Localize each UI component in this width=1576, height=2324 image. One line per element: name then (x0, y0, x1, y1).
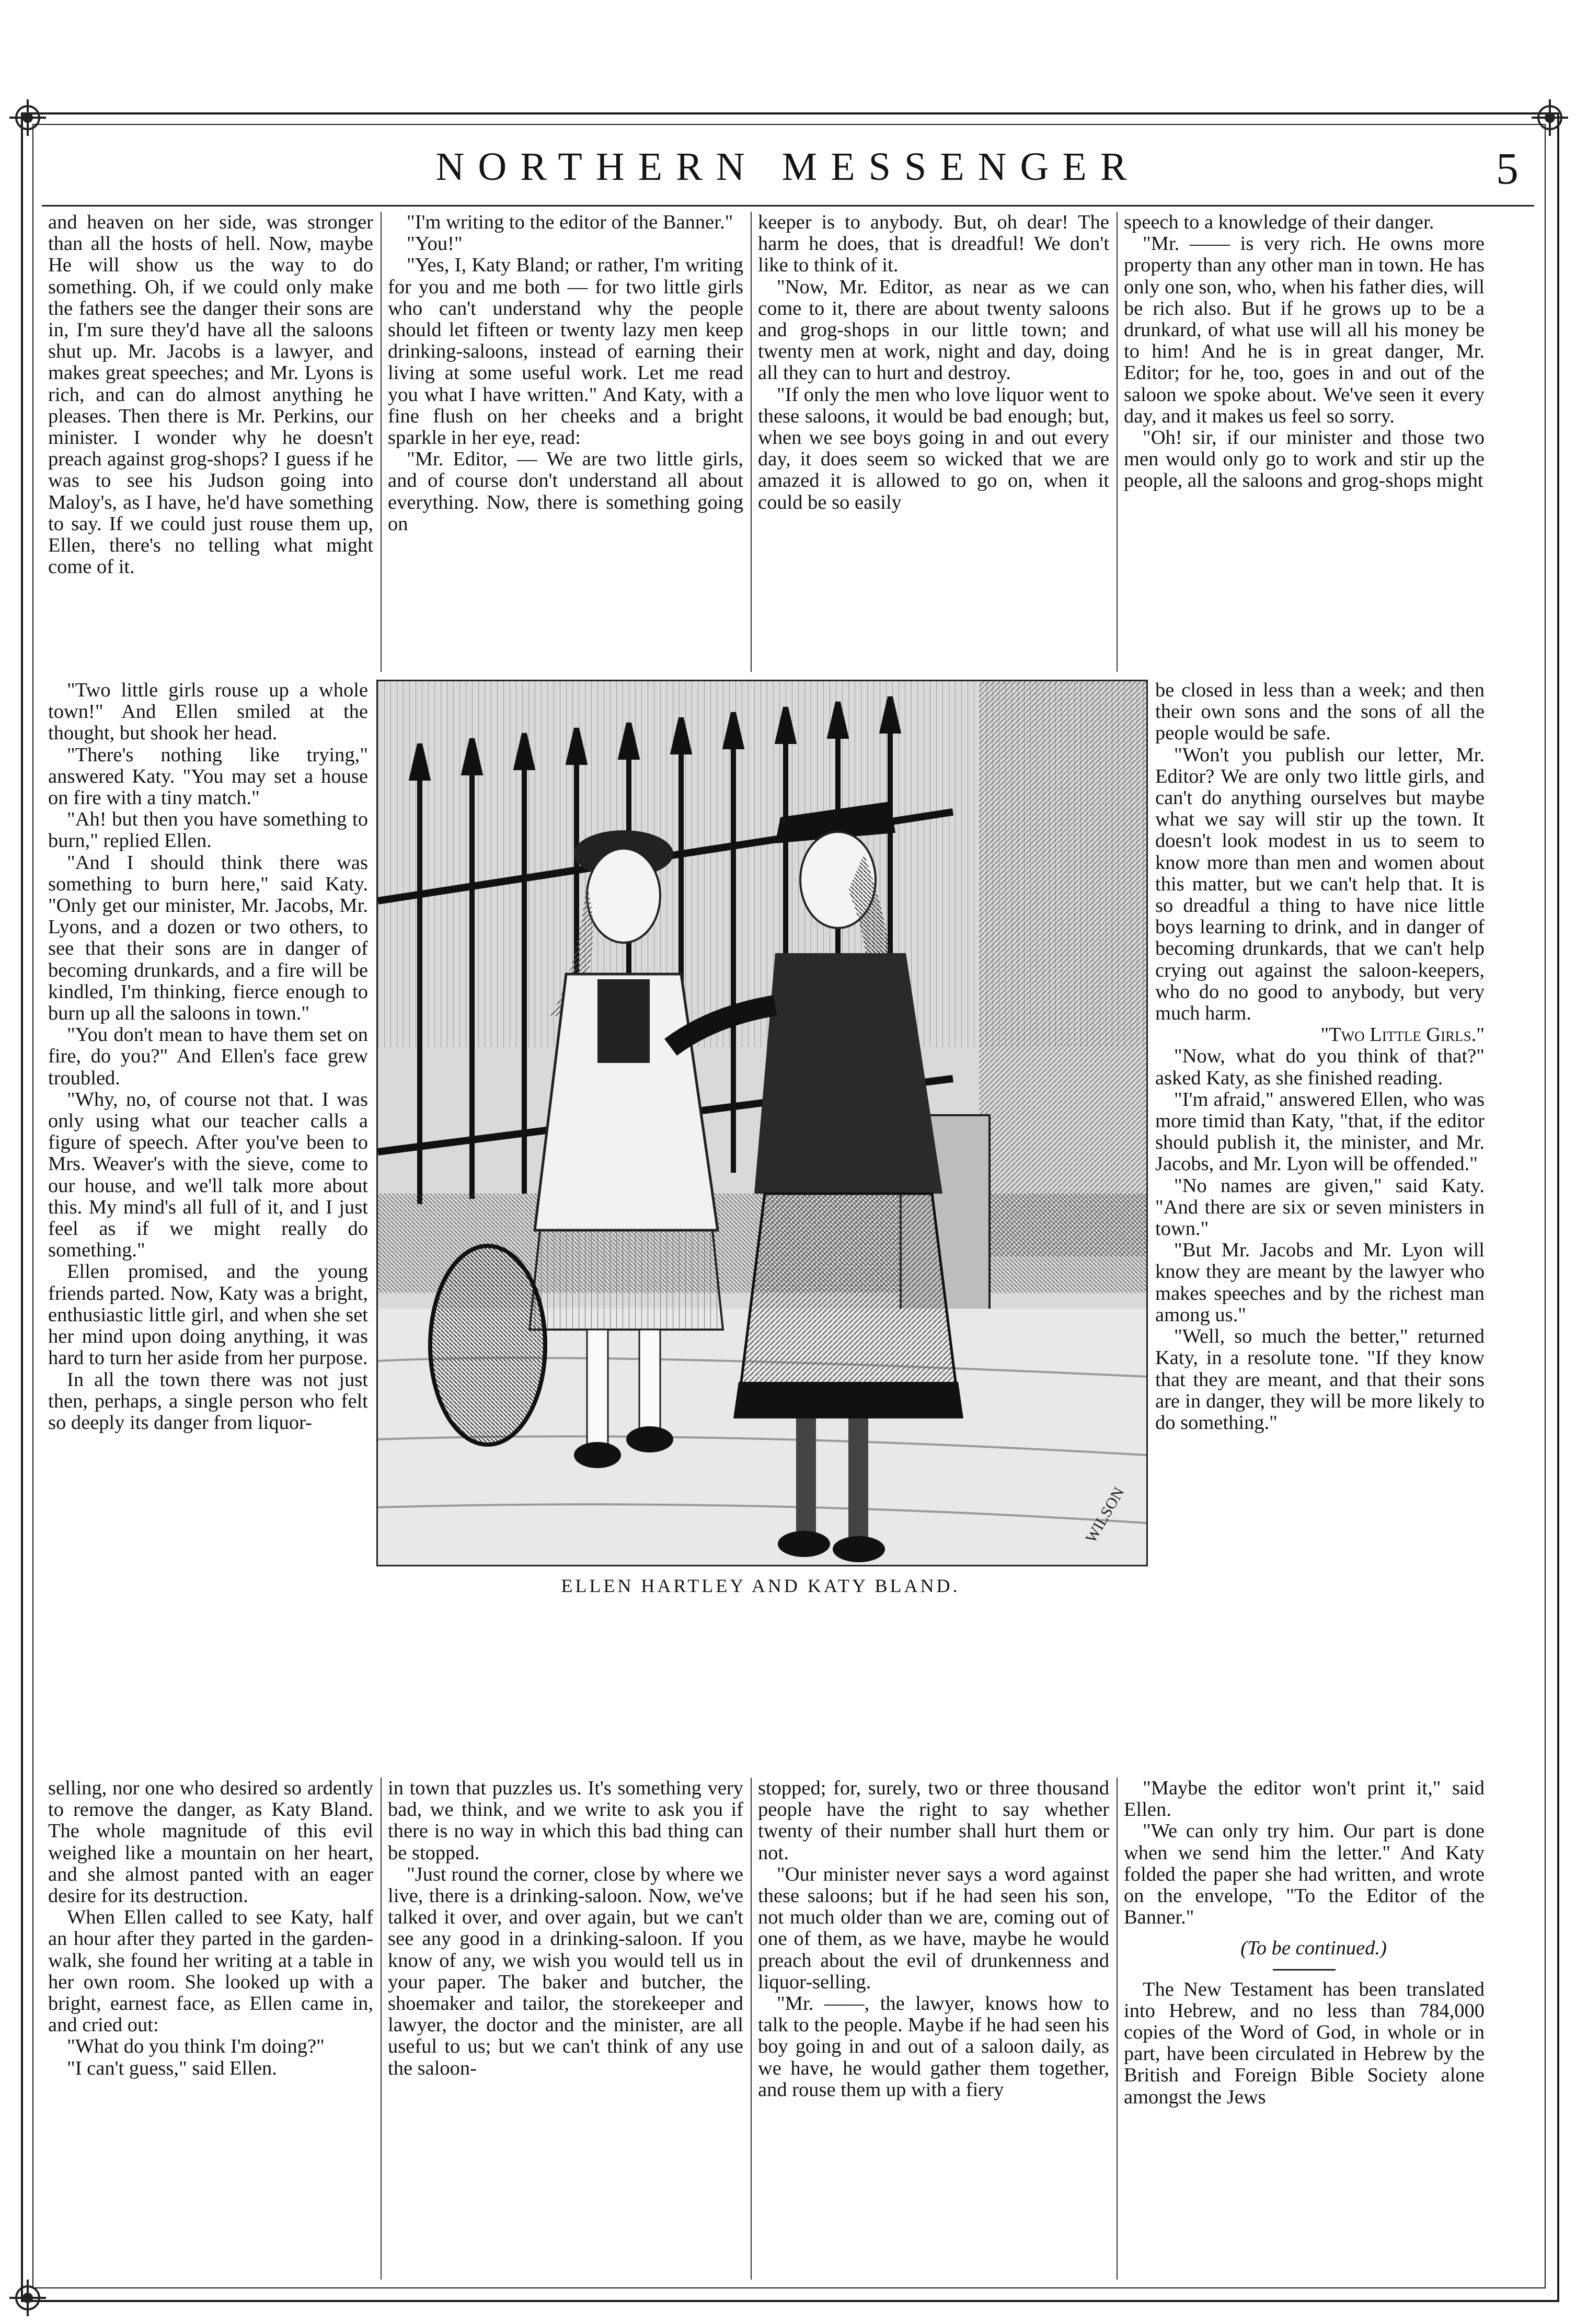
column-4-bottom (1124, 1778, 1485, 2280)
column-rule (1117, 1778, 1118, 2280)
paragraph: "If only the men who love liquor went to these saloons, it would be bad enough; but, when we see boys going in and out every day, it does seem so wicked that we are amazed it is allowed to go on, when it could be so easily (758, 383, 1109, 513)
paragraph: "But Mr. Jacobs and Mr. Lyon will know they are meant by the lawyer who makes speeches and by the richest man among us." (1155, 1239, 1485, 1326)
paragraph: The New Testament has been translated into Hebrew, and no less than 784,000 copies of the Word of God, in whole or in part, have been circulated in Hebrew by the British and Foreign Bible Society alone amongst the Jews (1124, 1978, 1485, 2108)
column-rule (381, 212, 382, 672)
engraving-illustration (376, 680, 1148, 1566)
column-rule (751, 1778, 752, 2280)
paragraph: stopped; for, surely, two or three thousand people have the right to say whether twenty of their number shall hurt them or not. (758, 1778, 1109, 1864)
paragraph: "Our minister never says a word against these saloons; but if he had seen his son, not much older than we are, coming out of one of them, as we have, maybe he would preach about the evil of drunkenness and liquor-selling. (758, 1863, 1109, 1993)
divider (1273, 1969, 1336, 1971)
illustration-caption: ELLEN HARTLEY AND KATY BLAND. (561, 1575, 960, 1596)
column-rule (381, 1778, 382, 2280)
page-header (42, 137, 1534, 207)
paragraph: and heaven on her side, was stronger than all the hosts of hell. Now, maybe He will show us the way to do something. Oh, if we could only make the fathers see the danger their sons are in, I'm sure they'd have all the saloons shut up. Mr. Jacobs is a lawyer, and makes great speeches; and Mr. Lyons is rich, and can do almost anything he pleases. Then there is Mr. Perkins, our minister. I wonder why he doesn't preach against grog-shops? I guess if he was to see his Judson going into Maloy's, as I have, he'd have something to say. If we could just rouse them up, Ellen, there's no telling what might come of it. (48, 212, 373, 578)
paragraph: selling, nor one who desired so ardently to remove the danger, as Katy Bland. The whole magnitude of this evil weighed like a mountain on her heart, and she almost panted with an eager desire for its destruction. (48, 1778, 373, 1907)
artist-signature: WILSON (1082, 1484, 1128, 1546)
corner-ornament-icon (4, 2274, 51, 2321)
paragraph: "Well, so much the better," returned Katy, in a resolute tone. "If they know that they are meant, and that their sons are in danger, they will be more likely to do something." (1155, 1325, 1485, 1434)
paragraph: in town that puzzles us. It's something very bad, we think, and we write to ask you if there is no way in which this bad thing can be stopped. (388, 1778, 743, 1864)
paragraph: "Mr. ——, the lawyer, knows how to talk to the people. Maybe if he had seen his boy going in and out of a saloon daily, as we have, he would gather them together, and rouse them up with a fiery (758, 1993, 1109, 2101)
paragraph: "Mr. Editor, — We are two little girls, and of course don't understand all about everything. Now, there is something going on (388, 448, 743, 535)
paragraph: "Mr. —— is very rich. He owns more property than any other man in town. He has only one son, who, when his father dies, will be rich also. But if he grows up to be a drunkard, of what use will all his money be to him! And he is in great danger, Mr. Editor; for he, too, goes in and out of the saloon we spoke about. We've seen it every day, and it makes us feel so sorry. (1124, 233, 1485, 427)
paragraph: "Ah! but then you have something to burn," replied Ellen. (48, 808, 368, 852)
paragraph: "Just round the corner, close by where we live, there is a drinking-saloon. Now, we've talked it over, and over again, but we can't see any good in a drinking-saloon. If you know of any, we wish you would tell us in your paper. The baker and butcher, the shoemaker and tailor, the storekeeper and lawyer, the doctor and the minister, are all useful to us; but we can't think of any use the saloon- (388, 1863, 743, 2079)
paragraph: "I can't guess," said Ellen. (67, 2057, 277, 2079)
corner-ornament-icon (4, 94, 51, 141)
paragraph: "We can only try him. Our part is done when we send him the letter." And Katy folded the paper she had written, and wrote on the envelope, "To the Editor of the Banner." (1124, 1820, 1485, 1929)
column-1-middle (48, 680, 368, 1772)
paragraph: "No names are given," said Katy. "And there are six or seven ministers in town." (1155, 1174, 1485, 1240)
letter-signature: "Two Little Girls." (1320, 1024, 1485, 1046)
paragraph: "There's nothing like trying," answered Katy. "You may set a house on fire with a tiny match." (48, 743, 368, 809)
column-rule (751, 212, 752, 672)
column-2-bottom (388, 1778, 743, 2280)
column-1-bottom (48, 1778, 373, 2280)
column-1-top (48, 212, 373, 672)
paragraph: When Ellen called to see Katy, half an hour after they parted in the garden-walk, she found her writing at a table in her own room. She looked up with a bright, earnest face, as Ellen came in, and cried out: (48, 1906, 373, 2036)
paragraph: "Now, what do you think of that?" asked Katy, as she finished reading. (1155, 1045, 1485, 1089)
paragraph: speech to a knowledge of their danger. (1124, 212, 1434, 233)
paragraph: "What do you think I'm doing?" (67, 2035, 325, 2058)
corner-ornament-icon (1526, 94, 1573, 141)
paragraph: "Maybe the editor won't print it," said Ellen. (1124, 1778, 1485, 1821)
paragraph: Ellen promised, and the young friends parted. Now, Katy was a bright, enthusiastic little girl, and when she set her mind upon doing anything, it was hard to turn her aside from her purpose. (48, 1261, 368, 1369)
paragraph: "Won't you publish our letter, Mr. Editor? We are only two little girls, and can't do anything ourselves but maybe what we say will stir up the town. It doesn't look modest in us to seem to know more than men and women about this matter, but we can't help that. It is so dreadful a thing to have nice little boys learning to drink, and in danger of becoming drunkards, that we can't help crying out against the saloon-keepers, who do no good to anybody, but very much harm. (1155, 743, 1485, 1025)
paragraph: "Yes, I, Katy Bland; or rather, I'm writing for you and me both — for two little girls who can't understand why the people should let fifteen or twenty lazy men keep drinking-saloons, instead of earning their living at some useful work. Let me read you what I have written." And Katy, with a fine flush on her cheeks and a bright sparkle in her eye, read: (388, 254, 743, 449)
paragraph: "Two little girls rouse up a whole town!" And Ellen smiled at the thought, but shook her head. (48, 680, 368, 745)
column-3-top (758, 212, 1109, 672)
paragraph: "Why, no, of course not that. I was only using what our teacher calls a figure of speech. After you've been to Mrs. Weaver's with the sieve, come to our house, and we'll talk more about this. My mind's all full of it, and I just feel as if we might really do something." (48, 1088, 368, 1262)
paragraph: "You!" (407, 233, 463, 255)
column-3-bottom (758, 1778, 1109, 2280)
paragraph: keeper is to anybody. But, oh dear! The harm he does, that is dreadful! We don't like to think of it. (758, 212, 1109, 277)
column-4-top (1124, 212, 1485, 672)
paragraph: "Oh! sir, if our minister and those two men would only go to work and stir up the people, all the saloons and grog-shops might (1124, 427, 1485, 492)
paragraph: be closed in less than a week; and then their own sons and the sons of all the people would be safe. (1155, 680, 1485, 745)
paragraph: "Now, Mr. Editor, as near as we can come to it, there are about twenty saloons and grog-shops in our little town; and twenty men at work, night and day, doing all they can to hurt and destroy. (758, 276, 1109, 384)
column-rule (1117, 212, 1118, 672)
column-4-middle (1155, 680, 1485, 1772)
to-be-continued: (To be continued.) (1240, 1937, 1387, 1960)
paragraph: In all the town there was not just then, perhaps, a single person who felt so deeply its danger from liquor- (48, 1368, 368, 1434)
paragraph: "You don't mean to have them set on fire, do you?" And Ellen's face grew troubled. (48, 1024, 368, 1089)
page-number: 5 (1496, 143, 1519, 193)
masthead-title: NORTHERN MESSENGER (435, 145, 1141, 189)
paragraph: "And I should think there was something to burn here," said Katy. "Only get our minister, Mr. Jacobs, Mr. Lyons, and a dozen or two others, to see that their sons are in danger of becoming drunkards, and a fire will be kindled, I'm thinking, fierce enough to burn up all the saloons in town." (48, 851, 368, 1025)
paragraph: "I'm writing to the editor of the Banner." (407, 212, 733, 233)
paragraph: "I'm afraid," answered Ellen, who was more timid than Katy, "that, if the editor should publish it, the minister, and Mr. Jacobs, and Mr. Lyon will be offended." (1155, 1088, 1485, 1175)
column-2-top (388, 212, 743, 672)
